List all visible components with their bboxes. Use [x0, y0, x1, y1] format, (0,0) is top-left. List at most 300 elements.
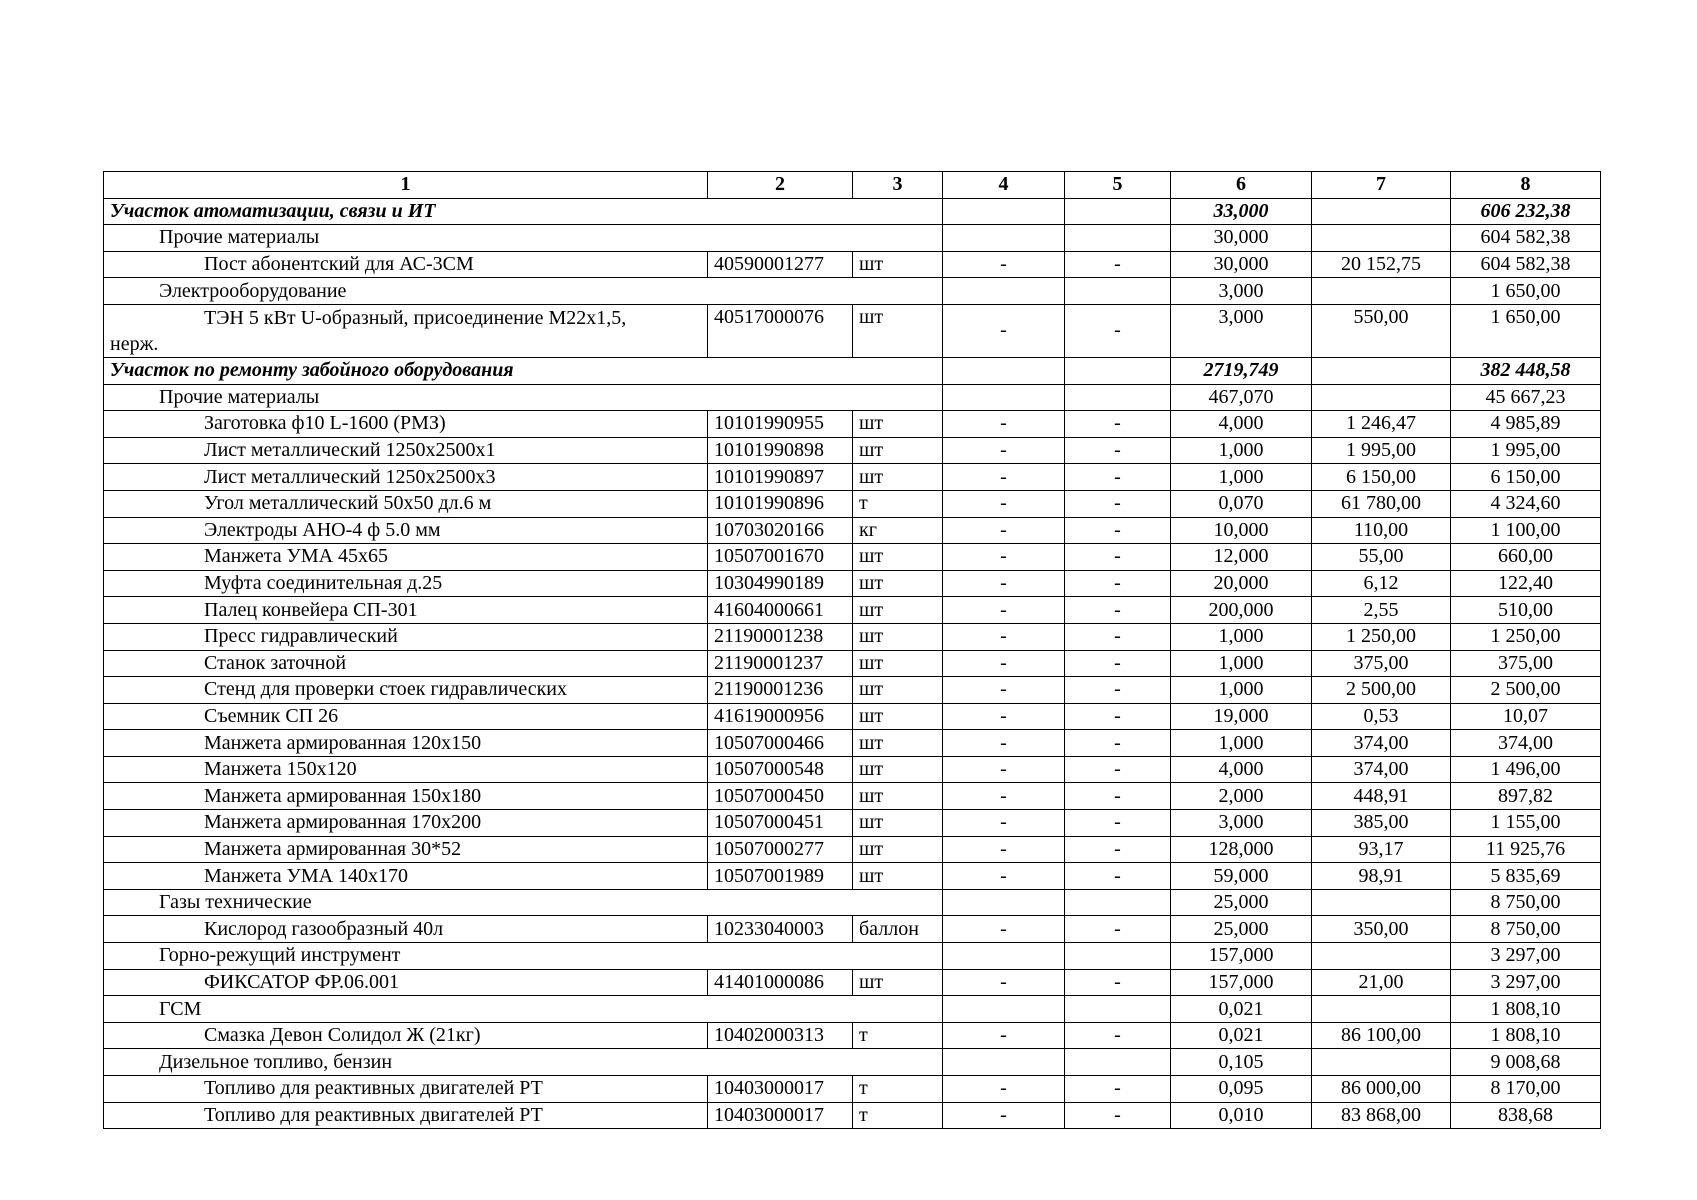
item-sum: 660,00 — [1451, 544, 1601, 571]
item-code: 10233040003 — [708, 916, 853, 943]
item-name: Лист металлический 1250х2500х1 — [104, 437, 708, 464]
item-price: 374,00 — [1312, 730, 1451, 757]
item-col4: - — [943, 916, 1065, 943]
item-code: 10507000450 — [708, 783, 853, 810]
item-row — [104, 756, 1601, 783]
item-col5: - — [1065, 916, 1171, 943]
group-sum: 604 582,38 — [1451, 225, 1601, 252]
group-qty: 0,021 — [1171, 996, 1312, 1023]
cell-col7-empty — [1312, 943, 1451, 970]
item-name: Угол металлический 50х50 дл.6 м — [104, 490, 708, 517]
group-sum: 8 750,00 — [1451, 889, 1601, 916]
item-col4: - — [943, 863, 1065, 890]
item-code: 21190001236 — [708, 677, 853, 704]
item-sum: 5 835,69 — [1451, 863, 1601, 890]
item-name: Манжета армированная 150х180 — [104, 783, 708, 810]
item-row — [104, 1076, 1601, 1103]
item-col5: - — [1065, 1102, 1171, 1129]
item-qty: 19,000 — [1171, 703, 1312, 730]
item-code: 10507000451 — [708, 810, 853, 837]
item-qty: 3,000 — [1171, 304, 1312, 357]
item-row — [104, 411, 1601, 438]
item-sum: 375,00 — [1451, 650, 1601, 677]
item-code: 21190001238 — [708, 623, 853, 650]
item-name: Палец конвейера СП-301 — [104, 597, 708, 624]
group-qty: 0,105 — [1171, 1049, 1312, 1076]
item-price: 6,12 — [1312, 570, 1451, 597]
item-name: Станок заточной — [104, 650, 708, 677]
item-unit: шт — [853, 437, 943, 464]
group-sum: 9 008,68 — [1451, 1049, 1601, 1076]
item-code: 10507001670 — [708, 544, 853, 571]
item-unit: шт — [853, 623, 943, 650]
item-col4: - — [943, 969, 1065, 996]
item-sum: 1 250,00 — [1451, 623, 1601, 650]
item-qty: 25,000 — [1171, 916, 1312, 943]
item-name: Пресс гидравлический — [104, 623, 708, 650]
item-qty: 1,000 — [1171, 650, 1312, 677]
column-header-3: 3 — [853, 172, 943, 199]
item-col5: - — [1065, 783, 1171, 810]
item-sum: 838,68 — [1451, 1102, 1601, 1129]
item-code: 10101990896 — [708, 490, 853, 517]
item-name-line1: ТЭН 5 кВт U-образный, присоединение М22х1,5, — [204, 306, 627, 329]
group-name: Прочие материалы — [104, 384, 943, 411]
item-row — [104, 916, 1601, 943]
column-header-6: 6 — [1171, 172, 1312, 199]
item-name: Муфта соединительная д.25 — [104, 570, 708, 597]
item-col5: - — [1065, 544, 1171, 571]
group-sum: 45 667,23 — [1451, 384, 1601, 411]
item-sum: 1 100,00 — [1451, 517, 1601, 544]
item-unit: шт — [853, 304, 943, 357]
item-col5: - — [1065, 304, 1171, 357]
item-sum: 11 925,76 — [1451, 836, 1601, 863]
item-col4: - — [943, 464, 1065, 491]
group-name: Электрооборудование — [104, 278, 943, 305]
cell-col4-empty — [943, 278, 1065, 305]
cell-col7-empty — [1312, 889, 1451, 916]
item-price: 98,91 — [1312, 863, 1451, 890]
item-code: 10304990189 — [708, 570, 853, 597]
item-unit: шт — [853, 836, 943, 863]
item-name: Манжета 150х120 — [104, 756, 708, 783]
group-name: Горно-режущий инструмент — [104, 943, 943, 970]
item-unit: шт — [853, 783, 943, 810]
item-qty: 12,000 — [1171, 544, 1312, 571]
item-name: Лист металлический 1250х2500х3 — [104, 464, 708, 491]
item-sum: 1 808,10 — [1451, 1022, 1601, 1049]
item-sum: 2 500,00 — [1451, 677, 1601, 704]
item-price: 350,00 — [1312, 916, 1451, 943]
group-name: Прочие материалы — [104, 225, 943, 252]
column-header-5: 5 — [1065, 172, 1171, 199]
item-code: 41604000661 — [708, 597, 853, 624]
group-name: ГСМ — [104, 996, 943, 1023]
cell-col5-empty — [1065, 198, 1171, 225]
item-row — [104, 1102, 1601, 1129]
cell-col5-empty — [1065, 889, 1171, 916]
cell-col4-empty — [943, 384, 1065, 411]
item-col5: - — [1065, 1076, 1171, 1103]
item-col5: - — [1065, 969, 1171, 996]
item-col4: - — [943, 437, 1065, 464]
item-row — [104, 783, 1601, 810]
group-qty: 3,000 — [1171, 278, 1312, 305]
item-row — [104, 570, 1601, 597]
item-sum: 1 496,00 — [1451, 756, 1601, 783]
group-sum: 1 650,00 — [1451, 278, 1601, 305]
item-sum: 6 150,00 — [1451, 464, 1601, 491]
item-col5: - — [1065, 756, 1171, 783]
item-price: 110,00 — [1312, 517, 1451, 544]
item-col5: - — [1065, 836, 1171, 863]
item-row — [104, 517, 1601, 544]
item-price: 448,91 — [1312, 783, 1451, 810]
item-unit: шт — [853, 969, 943, 996]
item-unit: т — [853, 1022, 943, 1049]
item-price: 375,00 — [1312, 650, 1451, 677]
item-col5: - — [1065, 517, 1171, 544]
materials-table — [103, 171, 1601, 1129]
group-row — [104, 996, 1601, 1023]
item-col5: - — [1065, 650, 1171, 677]
item-col4: - — [943, 411, 1065, 438]
item-name: Манжета УМА 45х65 — [104, 544, 708, 571]
item-price: 6 150,00 — [1312, 464, 1451, 491]
item-sum: 1 155,00 — [1451, 810, 1601, 837]
item-price: 20 152,75 — [1312, 251, 1451, 278]
item-qty: 30,000 — [1171, 251, 1312, 278]
item-unit: шт — [853, 677, 943, 704]
item-name: Электроды АНО-4 ф 5.0 мм — [104, 517, 708, 544]
item-row — [104, 703, 1601, 730]
item-sum: 10,07 — [1451, 703, 1601, 730]
item-unit: т — [853, 490, 943, 517]
item-name: Пост абонентский для АС-3СМ — [104, 251, 708, 278]
item-col5: - — [1065, 810, 1171, 837]
item-unit: шт — [853, 544, 943, 571]
item-unit: шт — [853, 730, 943, 757]
group-qty: 30,000 — [1171, 225, 1312, 252]
item-sum: 122,40 — [1451, 570, 1601, 597]
item-code: 10403000017 — [708, 1102, 853, 1129]
item-sum: 4 985,89 — [1451, 411, 1601, 438]
group-name: Дизельное топливо, бензин — [104, 1049, 943, 1076]
item-sum: 1 995,00 — [1451, 437, 1601, 464]
item-code: 10403000017 — [708, 1076, 853, 1103]
group-qty: 157,000 — [1171, 943, 1312, 970]
item-sum: 604 582,38 — [1451, 251, 1601, 278]
item-name: Заготовка ф10 L-1600 (РМЗ) — [104, 411, 708, 438]
item-price: 1 995,00 — [1312, 437, 1451, 464]
item-row — [104, 251, 1601, 278]
item-col5: - — [1065, 570, 1171, 597]
column-header-1: 1 — [104, 172, 708, 199]
item-row — [104, 304, 1601, 357]
item-row — [104, 810, 1601, 837]
item-qty: 128,000 — [1171, 836, 1312, 863]
item-name: Топливо для реактивных двигателей РТ — [104, 1076, 708, 1103]
cell-col4-empty — [943, 357, 1065, 384]
item-name: Манжета УМА 140х170 — [104, 863, 708, 890]
item-col4: - — [943, 650, 1065, 677]
column-header-8: 8 — [1451, 172, 1601, 199]
group-row — [104, 225, 1601, 252]
item-col4: - — [943, 544, 1065, 571]
cell-col7-empty — [1312, 1049, 1451, 1076]
item-code: 10507001989 — [708, 863, 853, 890]
item-name: ФИКСАТОР ФР.06.001 — [104, 969, 708, 996]
cell-col4-empty — [943, 225, 1065, 252]
item-row — [104, 863, 1601, 890]
item-row — [104, 544, 1601, 571]
item-unit: шт — [853, 810, 943, 837]
cell-col4-empty — [943, 996, 1065, 1023]
item-col4: - — [943, 1102, 1065, 1129]
item-qty: 4,000 — [1171, 756, 1312, 783]
cell-col5-empty — [1065, 278, 1171, 305]
item-col5: - — [1065, 464, 1171, 491]
item-col4: - — [943, 623, 1065, 650]
group-row — [104, 1049, 1601, 1076]
item-col4: - — [943, 1022, 1065, 1049]
item-price: 0,53 — [1312, 703, 1451, 730]
item-price: 1 246,47 — [1312, 411, 1451, 438]
item-qty: 0,010 — [1171, 1102, 1312, 1129]
item-col5: - — [1065, 251, 1171, 278]
item-name: Топливо для реактивных двигателей РТ — [104, 1102, 708, 1129]
item-col4: - — [943, 730, 1065, 757]
item-sum: 3 297,00 — [1451, 969, 1601, 996]
item-col4: - — [943, 490, 1065, 517]
section-qty: 33,000 — [1171, 198, 1312, 225]
item-col4: - — [943, 810, 1065, 837]
item-code: 10507000277 — [708, 836, 853, 863]
item-sum: 374,00 — [1451, 730, 1601, 757]
item-unit: шт — [853, 251, 943, 278]
item-qty: 1,000 — [1171, 437, 1312, 464]
item-qty: 1,000 — [1171, 464, 1312, 491]
item-price: 2,55 — [1312, 597, 1451, 624]
item-qty: 20,000 — [1171, 570, 1312, 597]
group-row — [104, 278, 1601, 305]
item-name: Смазка Девон Солидол Ж (21кг) — [104, 1022, 708, 1049]
item-qty: 3,000 — [1171, 810, 1312, 837]
cell-col5-empty — [1065, 1049, 1171, 1076]
item-col4: - — [943, 783, 1065, 810]
item-code: 41401000086 — [708, 969, 853, 996]
item-col4: - — [943, 756, 1065, 783]
item-row — [104, 677, 1601, 704]
item-qty: 10,000 — [1171, 517, 1312, 544]
column-number-row — [104, 172, 1601, 199]
item-col4: - — [943, 304, 1065, 357]
item-col4: - — [943, 703, 1065, 730]
cell-col5-empty — [1065, 943, 1171, 970]
item-code: 10402000313 — [708, 1022, 853, 1049]
item-row — [104, 437, 1601, 464]
section-sum: 382 448,58 — [1451, 357, 1601, 384]
item-col5: - — [1065, 703, 1171, 730]
item-price: 550,00 — [1312, 304, 1451, 357]
section-row — [104, 198, 1601, 225]
group-row — [104, 384, 1601, 411]
cell-col7-empty — [1312, 225, 1451, 252]
item-price: 83 868,00 — [1312, 1102, 1451, 1129]
item-code: 10101990897 — [708, 464, 853, 491]
cell-col5-empty — [1065, 384, 1171, 411]
item-price: 93,17 — [1312, 836, 1451, 863]
item-row — [104, 650, 1601, 677]
item-unit: т — [853, 1076, 943, 1103]
column-header-7: 7 — [1312, 172, 1451, 199]
item-row — [104, 1022, 1601, 1049]
item-unit: шт — [853, 464, 943, 491]
item-row — [104, 597, 1601, 624]
item-name-line2: нерж. — [110, 332, 159, 355]
item-code: 40517000076 — [708, 304, 853, 357]
item-qty: 0,021 — [1171, 1022, 1312, 1049]
item-price: 374,00 — [1312, 756, 1451, 783]
item-qty: 4,000 — [1171, 411, 1312, 438]
item-code: 21190001237 — [708, 650, 853, 677]
item-price: 55,00 — [1312, 544, 1451, 571]
item-unit: шт — [853, 703, 943, 730]
item-col4: - — [943, 836, 1065, 863]
item-code: 40590001277 — [708, 251, 853, 278]
item-sum: 897,82 — [1451, 783, 1601, 810]
item-sum: 8 750,00 — [1451, 916, 1601, 943]
item-col5: - — [1065, 677, 1171, 704]
section-qty: 2719,749 — [1171, 357, 1312, 384]
item-code: 10507000466 — [708, 730, 853, 757]
item-name: Манжета армированная 30*52 — [104, 836, 708, 863]
item-col5: - — [1065, 863, 1171, 890]
group-qty: 25,000 — [1171, 889, 1312, 916]
item-row — [104, 730, 1601, 757]
item-unit: шт — [853, 650, 943, 677]
item-qty: 157,000 — [1171, 969, 1312, 996]
item-price: 86 100,00 — [1312, 1022, 1451, 1049]
item-name: Стенд для проверки стоек гидравлических — [104, 677, 708, 704]
group-name: Газы технические — [104, 889, 943, 916]
item-unit: шт — [853, 756, 943, 783]
section-row — [104, 357, 1601, 384]
item-row — [104, 969, 1601, 996]
item-col4: - — [943, 1076, 1065, 1103]
item-col5: - — [1065, 623, 1171, 650]
column-header-4: 4 — [943, 172, 1065, 199]
cell-col4-empty — [943, 943, 1065, 970]
item-col4: - — [943, 251, 1065, 278]
item-price: 61 780,00 — [1312, 490, 1451, 517]
cell-col7-empty — [1312, 384, 1451, 411]
group-sum: 1 808,10 — [1451, 996, 1601, 1023]
item-col5: - — [1065, 1022, 1171, 1049]
item-price: 21,00 — [1312, 969, 1451, 996]
item-unit: т — [853, 1102, 943, 1129]
item-sum: 1 650,00 — [1451, 304, 1601, 357]
item-qty: 1,000 — [1171, 623, 1312, 650]
item-code: 10101990898 — [708, 437, 853, 464]
item-row — [104, 623, 1601, 650]
item-col5: - — [1065, 490, 1171, 517]
item-col4: - — [943, 570, 1065, 597]
cell-col5-empty — [1065, 225, 1171, 252]
item-qty: 1,000 — [1171, 677, 1312, 704]
cell-col4-empty — [943, 889, 1065, 916]
item-code: 10507000548 — [708, 756, 853, 783]
item-col5: - — [1065, 730, 1171, 757]
item-row — [104, 490, 1601, 517]
item-code: 10703020166 — [708, 517, 853, 544]
item-col4: - — [943, 677, 1065, 704]
item-col4: - — [943, 517, 1065, 544]
item-unit: шт — [853, 570, 943, 597]
item-unit: шт — [853, 411, 943, 438]
item-unit: шт — [853, 597, 943, 624]
section-name: Участок атоматизации, связи и ИТ — [104, 198, 943, 225]
item-name: Манжета армированная 120х150 — [104, 730, 708, 757]
cell-col5-empty — [1065, 996, 1171, 1023]
item-price: 2 500,00 — [1312, 677, 1451, 704]
cell-col7-empty — [1312, 278, 1451, 305]
item-code: 41619000956 — [708, 703, 853, 730]
item-unit: шт — [853, 863, 943, 890]
section-name: Участок по ремонту забойного оборудования — [104, 357, 943, 384]
column-header-2: 2 — [708, 172, 853, 199]
cell-col7-empty — [1312, 357, 1451, 384]
group-sum: 3 297,00 — [1451, 943, 1601, 970]
item-col5: - — [1065, 437, 1171, 464]
item-name: Кислород газообразный 40л — [104, 916, 708, 943]
item-qty: 200,000 — [1171, 597, 1312, 624]
item-price: 86 000,00 — [1312, 1076, 1451, 1103]
item-col5: - — [1065, 597, 1171, 624]
table-body — [104, 172, 1601, 1129]
item-sum: 510,00 — [1451, 597, 1601, 624]
item-unit: баллон — [853, 916, 943, 943]
item-col5: - — [1065, 411, 1171, 438]
item-code: 10101990955 — [708, 411, 853, 438]
item-name — [104, 304, 708, 357]
group-qty: 467,070 — [1171, 384, 1312, 411]
item-name: Манжета армированная 170х200 — [104, 810, 708, 837]
item-qty: 0,095 — [1171, 1076, 1312, 1103]
group-row — [104, 943, 1601, 970]
item-unit: кг — [853, 517, 943, 544]
item-qty: 1,000 — [1171, 730, 1312, 757]
cell-col5-empty — [1065, 357, 1171, 384]
item-name: Съемник СП 26 — [104, 703, 708, 730]
item-row — [104, 836, 1601, 863]
item-price: 1 250,00 — [1312, 623, 1451, 650]
item-sum: 8 170,00 — [1451, 1076, 1601, 1103]
cell-col7-empty — [1312, 996, 1451, 1023]
section-sum: 606 232,38 — [1451, 198, 1601, 225]
group-row — [104, 889, 1601, 916]
cell-col4-empty — [943, 1049, 1065, 1076]
item-row — [104, 464, 1601, 491]
item-sum: 4 324,60 — [1451, 490, 1601, 517]
cell-col4-empty — [943, 198, 1065, 225]
item-qty: 0,070 — [1171, 490, 1312, 517]
item-qty: 2,000 — [1171, 783, 1312, 810]
item-col4: - — [943, 597, 1065, 624]
cell-col7-empty — [1312, 198, 1451, 225]
item-qty: 59,000 — [1171, 863, 1312, 890]
